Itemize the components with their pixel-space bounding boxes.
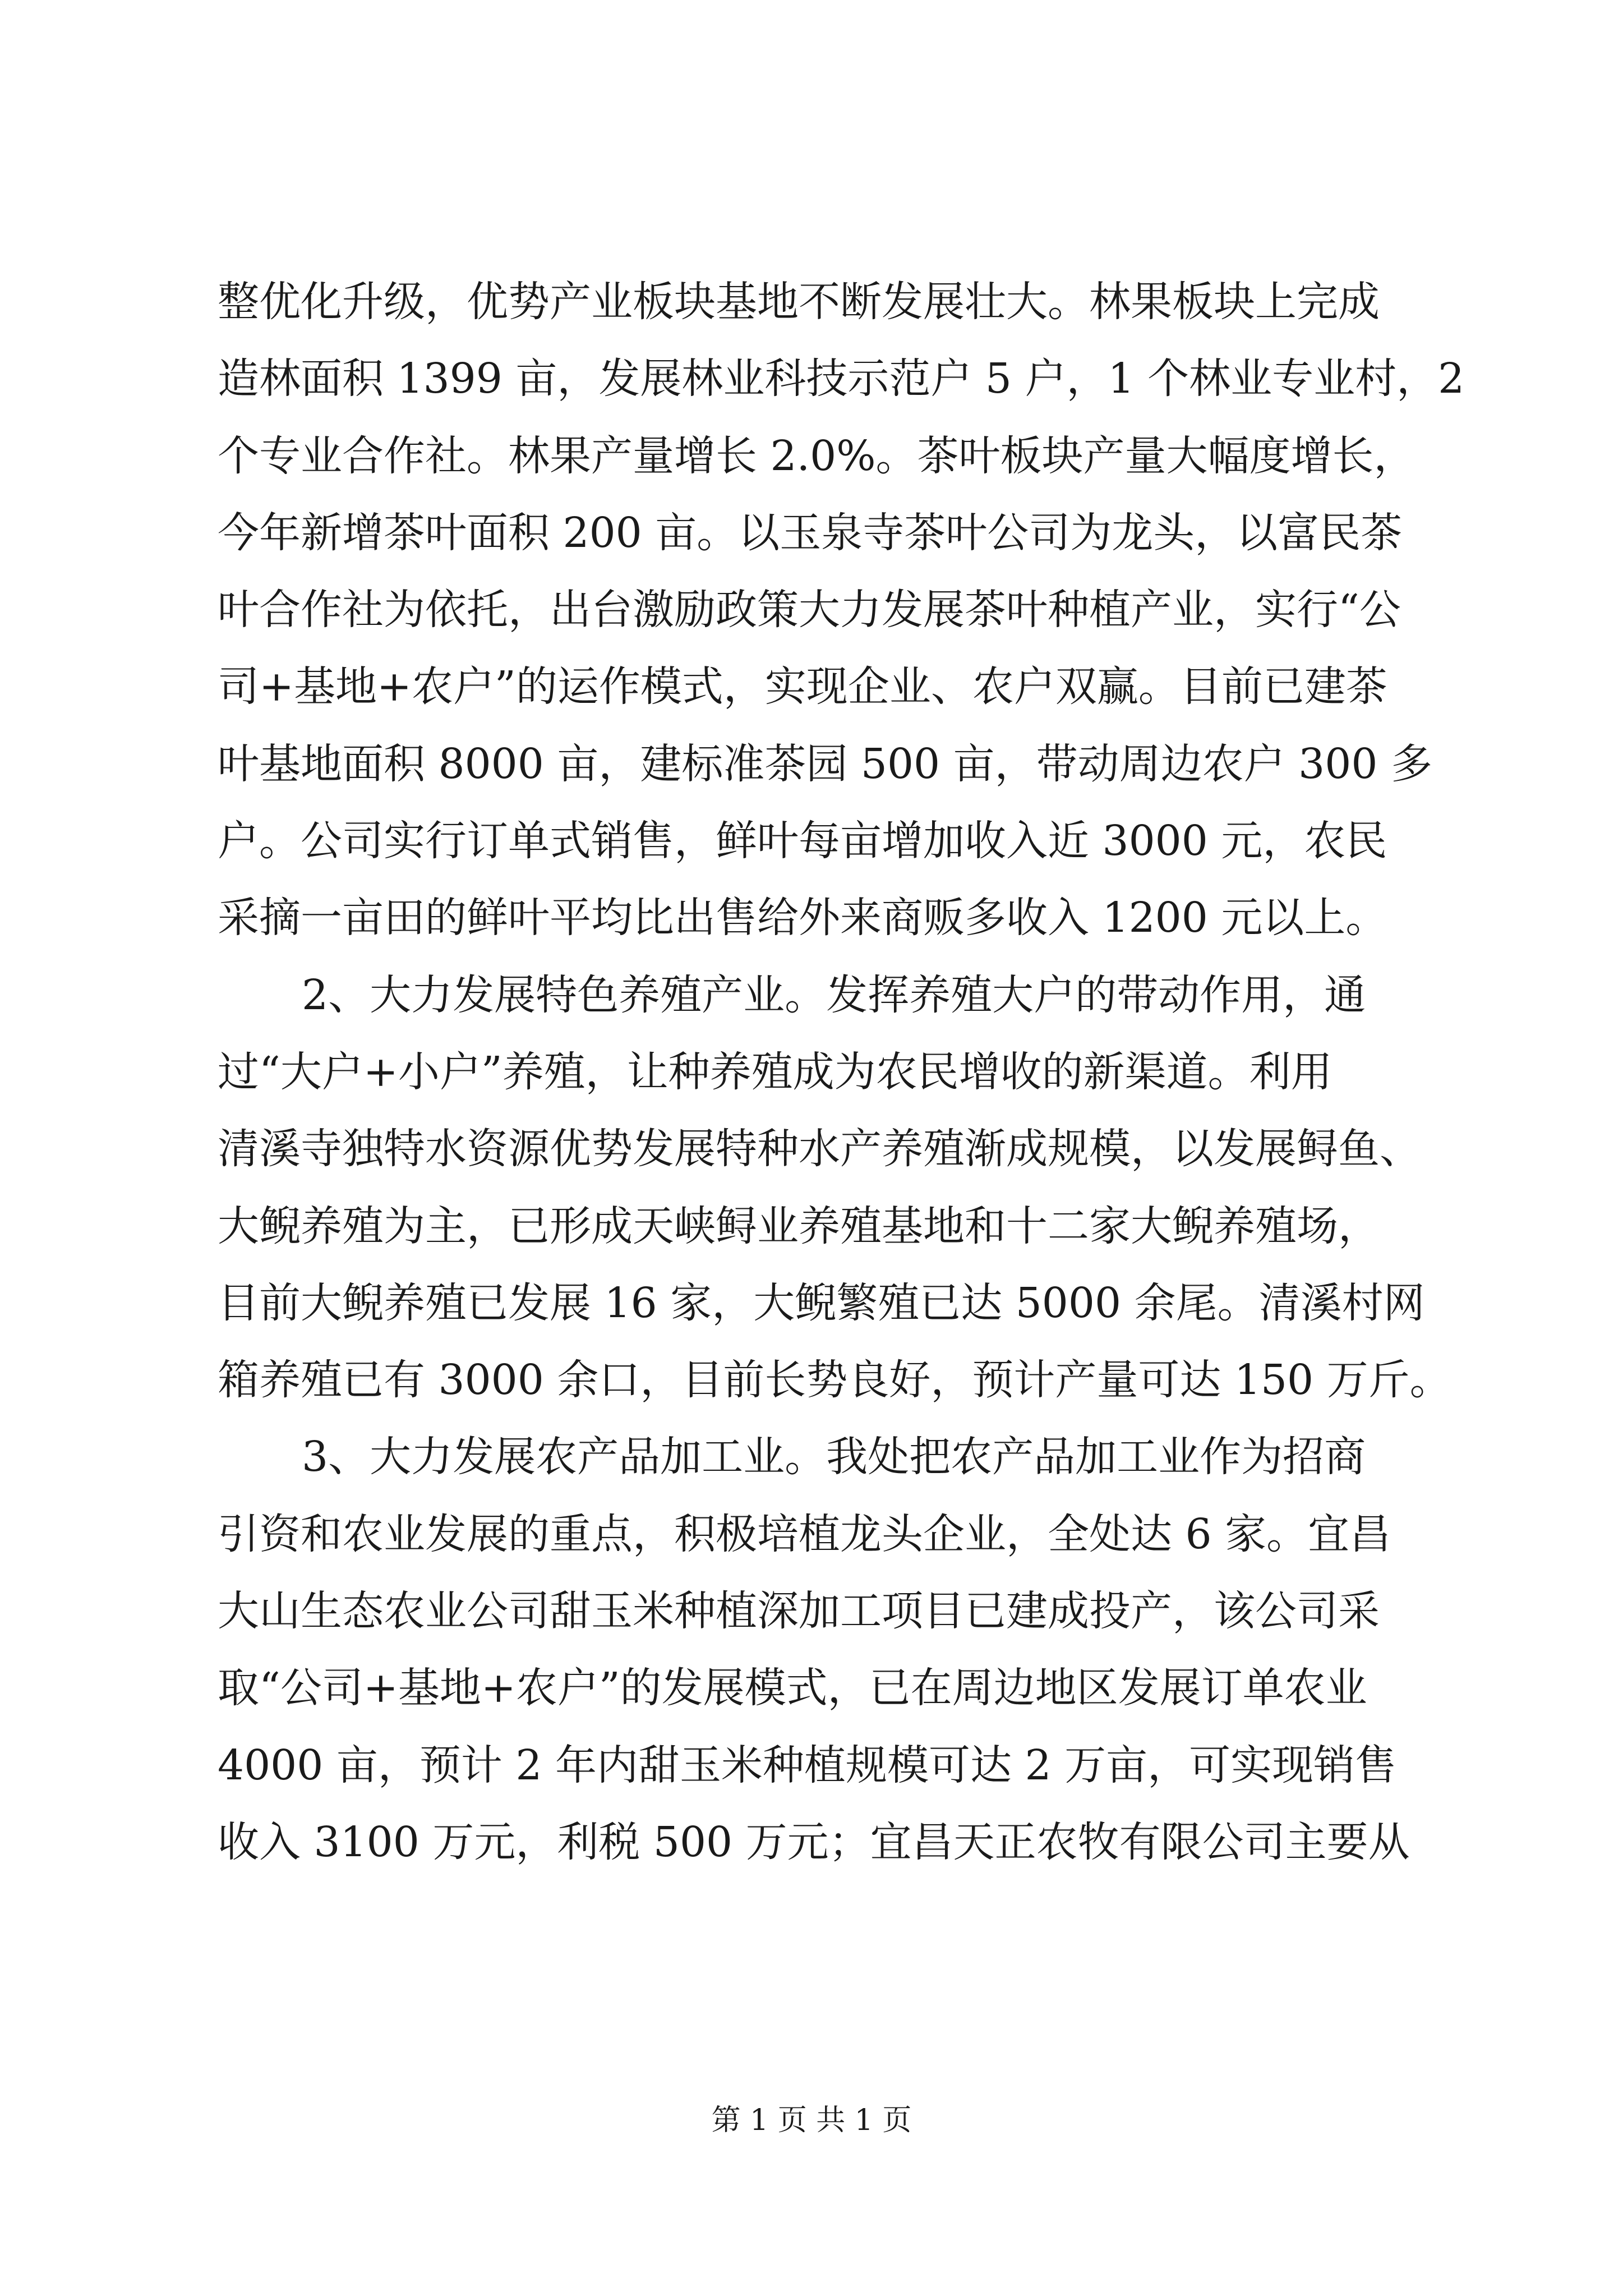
text-line: 整优化升级，优势产业板块基地不断发展壮大。林果板块上完成 [218,278,1380,326]
text-line: 目前大鲵养殖已发展 16 家，大鲵繁殖已达 5000 余尾。清溪村网 [218,1278,1425,1327]
text-line: 大山生态农业公司甜玉米种植深加工项目已建成投产，该公司采 [218,1587,1380,1636]
paragraph-start-line: 2、大力发展特色养殖产业。发挥养殖大户的带动作用，通 [302,970,1366,1019]
text-line: 今年新增茶叶面积 200 亩。以玉泉寺茶叶公司为龙头，以富民茶 [218,508,1403,557]
text-line: 收入 3100 万元，利税 500 万元；宜昌天正农牧有限公司主要从 [218,1818,1410,1866]
text-line: 取“公司+基地+农户”的发展模式，已在周边地区发展订单农业 [218,1664,1367,1713]
text-line: 大鲵养殖为主，已形成天峡鲟业养殖基地和十二家大鲵养殖场， [218,1202,1380,1250]
paragraph-start-line: 3、大力发展农产品加工业。我处把农产品加工业作为招商 [302,1433,1366,1481]
text-line: 造林面积 1399 亩，发展林业科技示范户 5 户，1 个林业专业村，2 [218,355,1465,403]
text-line: 4000 亩，预计 2 年内甜玉米种植规模可达 2 万亩，可实现销售 [218,1741,1397,1789]
text-line: 叶合作社为依托，出台激励政策大力发展茶叶种植产业，实行“公 [218,586,1401,634]
text-line: 采摘一亩田的鲜叶平均比出售给外来商贩多收入 1200 元以上。 [218,894,1387,942]
text-line: 箱养殖已有 3000 余口，目前长势良好，预计产量可达 150 万斤。 [218,1356,1451,1405]
text-line: 户。公司实行订单式销售，鲜叶每亩增加收入近 3000 元，农民 [218,817,1387,866]
page-number: 第 1 页 共 1 页 [711,2104,912,2137]
text-line: 引资和农业发展的重点，积极培植龙头企业，全处达 6 家。宜昌 [218,1510,1391,1558]
text-line: 过“大户+小户”养殖，让种养殖成为农民增收的新渠道。利用 [218,1047,1332,1096]
body-text [218,264,1465,1881]
text-line: 个专业合作社。林果产量增长 2.0%。茶叶板块产量大幅度增长， [218,431,1415,480]
text-line: 清溪寺独特水资源优势发展特种水产养殖渐成规模，以发展鲟鱼、 [218,1125,1421,1174]
text-line: 叶基地面积 8000 亩，建标准茶园 500 亩，带动周边农户 300 多 [218,739,1432,788]
text-line: 司+基地+农户”的运作模式，实现企业、农户双赢。目前已建茶 [218,662,1387,711]
